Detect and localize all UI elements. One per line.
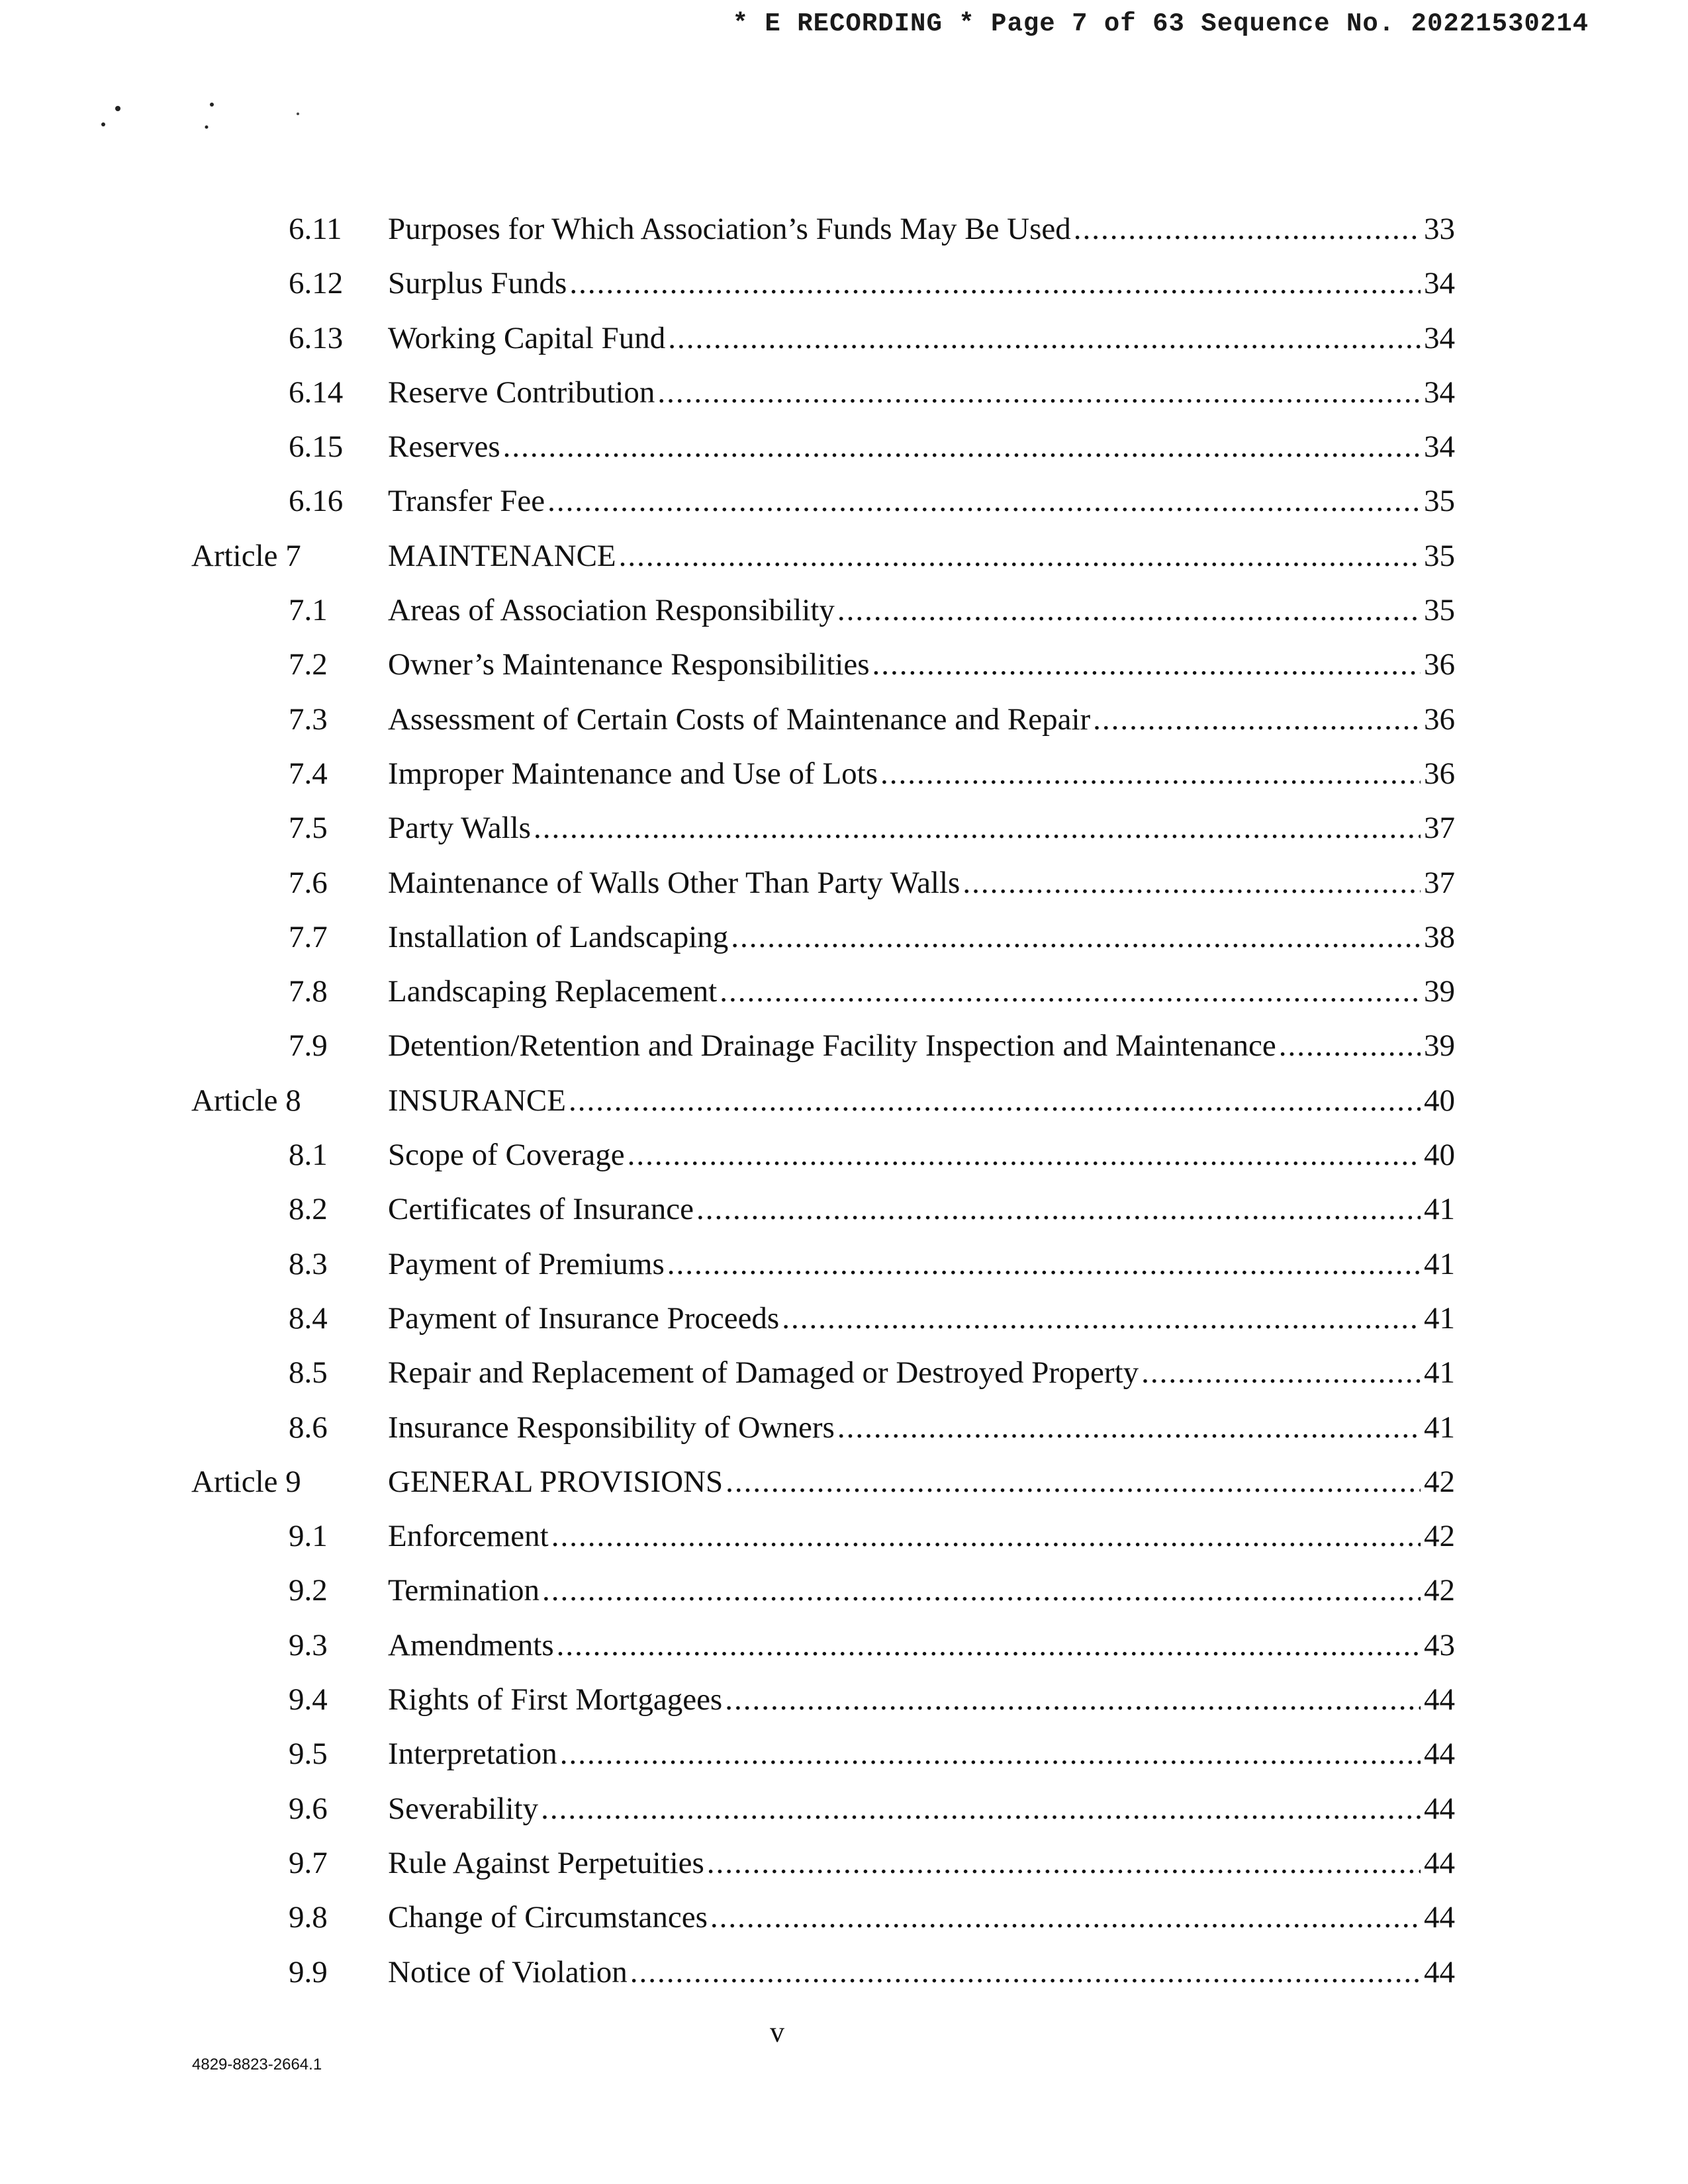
entry-leader-line (388, 910, 1421, 964)
dot-leader (1074, 202, 1421, 256)
toc-entry (0, 910, 1688, 964)
toc-entry (0, 1128, 1688, 1182)
entry-number: 7.9 (289, 1028, 328, 1064)
entry-page-number: 40 (1424, 1138, 1455, 1173)
entry-page-number: 37 (1424, 811, 1455, 846)
entry-leader-line (388, 1890, 1421, 1944)
entry-page-number: 41 (1424, 1192, 1455, 1227)
entry-title: Improper Maintenance and Use of Lots (388, 756, 878, 791)
scan-speck (101, 122, 105, 126)
entry-leader-line (388, 1782, 1421, 1836)
entry-number: 7.1 (289, 593, 328, 628)
dot-leader (569, 1073, 1421, 1128)
entry-leader-line (388, 256, 1421, 310)
entry-number: 6.11 (289, 212, 342, 246)
entry-title: Payment of Insurance Proceeds (388, 1300, 780, 1336)
entry-leader-line (388, 692, 1421, 747)
entry-title: Scope of Coverage (388, 1138, 625, 1173)
entry-leader-line (388, 365, 1421, 420)
entry-leader-line (388, 801, 1421, 855)
toc-entry (0, 583, 1688, 637)
entry-leader-line (388, 964, 1421, 1019)
entry-number: 6.14 (289, 375, 344, 410)
dot-leader (707, 1836, 1421, 1890)
entry-leader-line (388, 1563, 1421, 1617)
entry-title: Rule Against Perpetuities (388, 1845, 704, 1880)
entry-number: 9.7 (289, 1845, 328, 1880)
dot-leader (710, 1890, 1421, 1944)
entry-number: 9.9 (289, 1954, 328, 1989)
entry-leader-line (388, 1618, 1421, 1672)
toc-entry (0, 1618, 1688, 1672)
entry-leader-line (388, 747, 1421, 801)
entry-page-number: 44 (1424, 1900, 1455, 1935)
entry-page-number: 35 (1424, 484, 1455, 519)
entry-number: 7.6 (289, 865, 328, 900)
dot-leader (725, 1672, 1421, 1727)
entry-page-number: 44 (1424, 1954, 1455, 1989)
scan-speck (297, 113, 299, 115)
toc-entry (0, 1019, 1688, 1073)
toc-entry (0, 692, 1688, 747)
entry-title: Assessment of Certain Costs of Maintenance and Repair (388, 702, 1091, 737)
document-id: 4829-8823-2664.1 (192, 2056, 322, 2073)
entry-leader-line (388, 583, 1421, 637)
entry-number: 8.2 (289, 1192, 328, 1227)
entry-title: GENERAL PROVISIONS (388, 1464, 724, 1499)
entry-number: 9.6 (289, 1791, 328, 1826)
entry-leader-line (388, 420, 1421, 474)
entry-leader-line (388, 1509, 1421, 1563)
toc-entry (0, 801, 1688, 855)
entry-title: Interpretation (388, 1737, 557, 1772)
entry-number: 8.1 (289, 1138, 328, 1173)
toc-entry (0, 1345, 1688, 1400)
dot-leader (880, 747, 1421, 801)
entry-leader-line (388, 1237, 1421, 1291)
entry-title: Insurance Responsibility of Owners (388, 1410, 835, 1445)
dot-leader (1279, 1019, 1421, 1073)
entry-number: 7.3 (289, 702, 328, 737)
entry-page-number: 35 (1424, 538, 1455, 573)
toc-entry (0, 1890, 1688, 1944)
toc-entry (0, 365, 1688, 420)
dot-leader (1141, 1345, 1421, 1400)
entry-leader-line (388, 202, 1421, 256)
entry-title: Areas of Association Responsibility (388, 593, 835, 628)
entry-number: 9.3 (289, 1627, 328, 1662)
dot-leader (542, 1563, 1421, 1617)
entry-page-number: 34 (1424, 375, 1455, 410)
toc-entry (0, 1672, 1688, 1727)
entry-leader-line (388, 311, 1421, 365)
dot-leader (731, 910, 1421, 964)
entry-number: 9.4 (289, 1682, 328, 1717)
entry-title: Surplus Funds (388, 266, 567, 301)
entry-title: Change of Circumstances (388, 1900, 708, 1935)
dot-leader (837, 583, 1421, 637)
entry-leader-line (388, 1291, 1421, 1345)
dot-leader (560, 1727, 1421, 1781)
entry-title: Party Walls (388, 811, 531, 846)
dot-leader (720, 964, 1421, 1019)
entry-leader-line (388, 1672, 1421, 1727)
entry-page-number: 39 (1424, 1028, 1455, 1064)
entry-number: 6.15 (289, 430, 344, 465)
toc-entry (0, 1291, 1688, 1345)
dot-leader (667, 1237, 1421, 1291)
dot-leader (872, 637, 1421, 692)
dot-leader (547, 474, 1421, 528)
dot-leader (619, 529, 1421, 583)
toc-article-entry (0, 529, 1688, 583)
entry-page-number: 44 (1424, 1737, 1455, 1772)
entry-title: Reserves (388, 430, 500, 465)
entry-leader-line (388, 1836, 1421, 1890)
entry-number: 6.12 (289, 266, 344, 301)
entry-title: Installation of Landscaping (388, 919, 729, 954)
entry-leader-line (388, 1727, 1421, 1781)
dot-leader (557, 1618, 1421, 1672)
entry-title: Notice of Violation (388, 1954, 628, 1989)
entry-number: 9.1 (289, 1519, 328, 1554)
toc-entry (0, 420, 1688, 474)
dot-leader (541, 1782, 1421, 1836)
entry-page-number: 42 (1424, 1519, 1455, 1554)
entry-title: Amendments (388, 1627, 554, 1662)
entry-page-number: 44 (1424, 1791, 1455, 1826)
entry-number: 8.5 (289, 1355, 328, 1390)
scan-speck (205, 126, 209, 129)
entry-title: Rights of First Mortgagees (388, 1682, 723, 1717)
entry-number: 9.2 (289, 1573, 328, 1608)
toc-article-entry (0, 1455, 1688, 1509)
entry-leader-line (388, 1400, 1421, 1455)
entry-page-number: 38 (1424, 919, 1455, 954)
toc-entry (0, 474, 1688, 528)
dot-leader (696, 1182, 1421, 1236)
entry-page-number: 44 (1424, 1845, 1455, 1880)
entry-leader-line (388, 1073, 1421, 1128)
entry-page-number: 41 (1424, 1410, 1455, 1445)
toc-entry (0, 1727, 1688, 1781)
entry-leader-line (388, 1019, 1421, 1073)
scan-specks (99, 99, 311, 139)
entry-leader-line (388, 1945, 1421, 1999)
dot-leader (628, 1128, 1421, 1182)
dot-leader (534, 801, 1421, 855)
entry-leader-line (388, 637, 1421, 692)
dot-leader (962, 856, 1421, 910)
entry-number: 7.7 (289, 919, 328, 954)
entry-title: Certificates of Insurance (388, 1192, 694, 1227)
dot-leader (657, 365, 1421, 420)
dot-leader (503, 420, 1421, 474)
toc-entry (0, 1836, 1688, 1890)
entry-page-number: 39 (1424, 974, 1455, 1009)
entry-number: 9.5 (289, 1737, 328, 1772)
entry-page-number: 44 (1424, 1682, 1455, 1717)
entry-number: 7.4 (289, 756, 328, 791)
entry-page-number: 34 (1424, 430, 1455, 465)
page-folio: v (770, 2016, 784, 2048)
entry-page-number: 36 (1424, 702, 1455, 737)
toc-entry (0, 1782, 1688, 1836)
entry-page-number: 34 (1424, 320, 1455, 355)
entry-page-number: 37 (1424, 865, 1455, 900)
toc-entry (0, 1945, 1688, 1999)
scan-speck (210, 103, 214, 107)
entry-leader-line (388, 856, 1421, 910)
entry-page-number: 36 (1424, 756, 1455, 791)
entry-number: Article 8 (191, 1083, 301, 1118)
entry-number: 8.4 (289, 1300, 328, 1336)
entry-number: 7.8 (289, 974, 328, 1009)
entry-page-number: 42 (1424, 1573, 1455, 1608)
entry-number: Article 9 (191, 1464, 301, 1499)
entry-title: Purposes for Which Association’s Funds May Be Used (388, 212, 1071, 246)
entry-page-number: 41 (1424, 1300, 1455, 1336)
entry-page-number: 41 (1424, 1246, 1455, 1281)
toc-entry (0, 856, 1688, 910)
entry-page-number: 36 (1424, 647, 1455, 682)
toc-entry (0, 1509, 1688, 1563)
entry-page-number: 41 (1424, 1355, 1455, 1390)
entry-title: Severability (388, 1791, 539, 1826)
entry-leader-line (388, 474, 1421, 528)
recording-stamp: * E RECORDING * Page 7 of 63 Sequence No. 20221530214 (732, 9, 1589, 38)
dot-leader (837, 1400, 1421, 1455)
toc-entry (0, 1563, 1688, 1617)
entry-page-number: 35 (1424, 593, 1455, 628)
dot-leader (1093, 692, 1421, 747)
entry-title: INSURANCE (388, 1083, 566, 1118)
dot-leader (569, 256, 1421, 310)
toc-entry (0, 256, 1688, 310)
entry-title: MAINTENANCE (388, 538, 616, 573)
entry-page-number: 43 (1424, 1627, 1455, 1662)
dot-leader (726, 1455, 1421, 1509)
entry-page-number: 42 (1424, 1464, 1455, 1499)
dot-leader (668, 311, 1421, 365)
entry-leader-line (388, 1182, 1421, 1236)
entry-leader-line (388, 1128, 1421, 1182)
dot-leader (551, 1509, 1421, 1563)
toc-entry (0, 964, 1688, 1019)
entry-title: Transfer Fee (388, 484, 545, 519)
entry-number: Article 7 (191, 538, 301, 573)
entry-title: Payment of Premiums (388, 1246, 665, 1281)
toc-entry (0, 637, 1688, 692)
toc-entry (0, 1237, 1688, 1291)
entry-page-number: 33 (1424, 212, 1455, 246)
entry-title: Owner’s Maintenance Responsibilities (388, 647, 870, 682)
entry-title: Termination (388, 1573, 540, 1608)
entry-leader-line (388, 529, 1421, 583)
entry-title: Enforcement (388, 1519, 549, 1554)
toc-entry (0, 747, 1688, 801)
entry-number: 8.6 (289, 1410, 328, 1445)
entry-number: 9.8 (289, 1900, 328, 1935)
entry-number: 7.5 (289, 811, 328, 846)
entry-title: Landscaping Replacement (388, 974, 718, 1009)
entry-title: Detention/Retention and Drainage Facility Inspection and Maintenance (388, 1028, 1276, 1064)
toc-entry (0, 202, 1688, 256)
entry-number: 8.3 (289, 1246, 328, 1281)
entry-title: Repair and Replacement of Damaged or Destroyed Property (388, 1355, 1139, 1390)
table-of-contents (0, 202, 1688, 1999)
entry-title: Reserve Contribution (388, 375, 655, 410)
toc-entry (0, 1182, 1688, 1236)
scan-speck (115, 106, 120, 111)
toc-entry (0, 311, 1688, 365)
entry-page-number: 40 (1424, 1083, 1455, 1118)
entry-number: 7.2 (289, 647, 328, 682)
entry-leader-line (388, 1345, 1421, 1400)
entry-page-number: 34 (1424, 266, 1455, 301)
dot-leader (782, 1291, 1421, 1345)
entry-leader-line (388, 1455, 1421, 1509)
entry-title: Maintenance of Walls Other Than Party Walls (388, 865, 961, 900)
toc-article-entry (0, 1073, 1688, 1128)
entry-number: 6.16 (289, 484, 344, 519)
dot-leader (630, 1945, 1421, 1999)
entry-number: 6.13 (289, 320, 344, 355)
entry-title: Working Capital Fund (388, 320, 666, 355)
toc-entry (0, 1400, 1688, 1455)
